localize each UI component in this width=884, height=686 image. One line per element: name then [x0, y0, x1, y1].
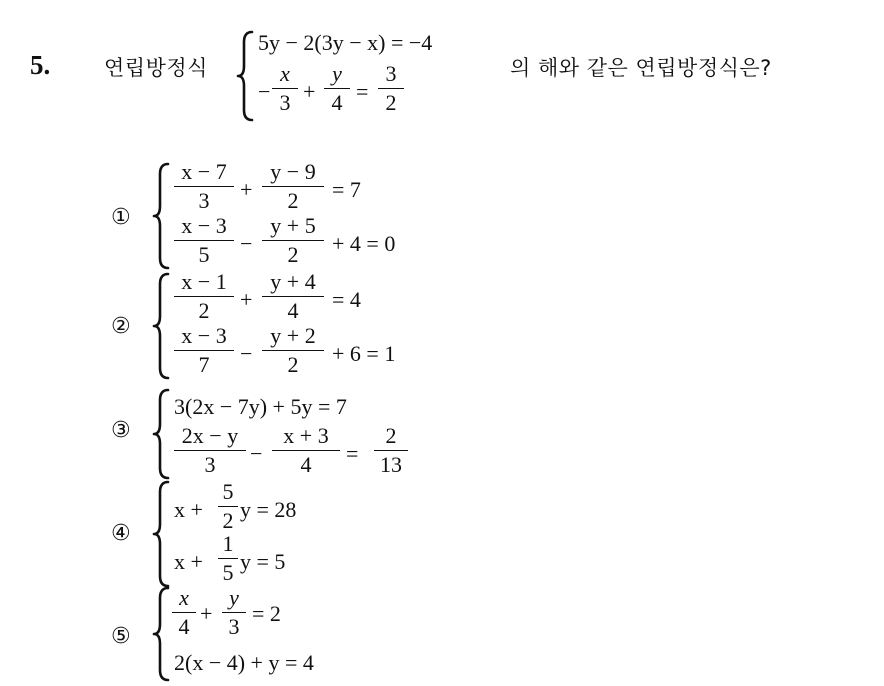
problem-suffix: 의 해와 같은 연립방정식은? — [510, 56, 772, 80]
system-eq1: 5y − 2(3y − x) = −4 — [258, 30, 433, 55]
choice-brace-icon — [152, 480, 172, 588]
problem-prefix: 연립방정식 — [104, 56, 208, 80]
fraction: x 3 — [272, 62, 298, 115]
choice-5-eq2: 2(x − 4) + y = 4 — [174, 650, 314, 675]
choice-marker: ③ — [111, 418, 131, 443]
choice-brace-icon — [152, 272, 172, 380]
choice-marker: ② — [111, 314, 131, 339]
choice-marker: ④ — [111, 521, 131, 546]
choice-3-eq1: 3(2x − 7y) + 5y = 7 — [174, 394, 347, 419]
choice-brace-icon — [152, 586, 172, 682]
choice-marker: ① — [111, 205, 131, 230]
choice-brace-icon — [152, 388, 172, 480]
system-brace-icon — [236, 30, 256, 122]
problem-number: 5. — [30, 50, 51, 80]
choice-marker: ⑤ — [111, 624, 131, 649]
choice-brace-icon — [152, 162, 172, 270]
fraction: 3 2 — [378, 62, 404, 115]
fraction: y 4 — [324, 62, 350, 115]
